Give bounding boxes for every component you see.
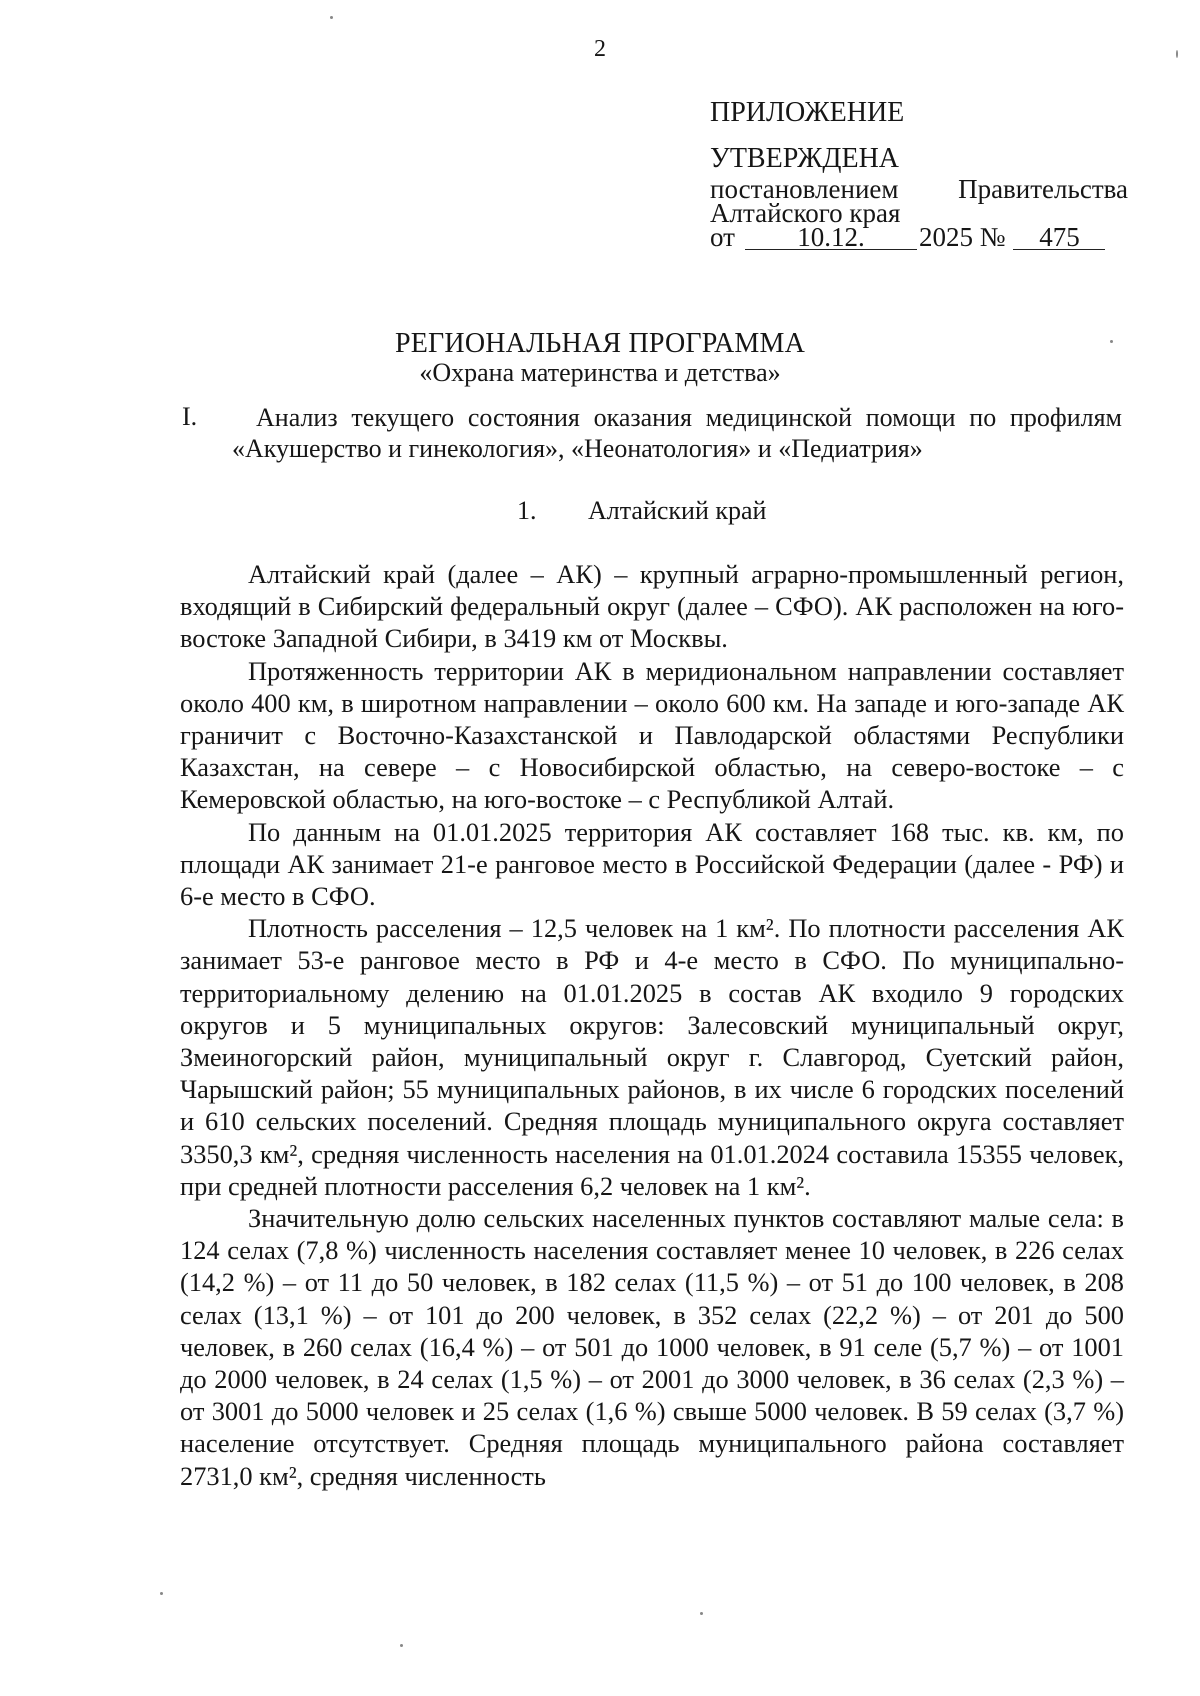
scan-speck [700, 1612, 703, 1615]
year-number-text: 2025 № [918, 222, 1006, 252]
scan-speck [1176, 50, 1178, 58]
document-title: РЕГИОНАЛЬНАЯ ПРОГРАММА [394, 328, 806, 359]
paragraph: Протяженность территории АК в меридиональном направлении составляет около 400 км, в широтном направлении – около 600 км. На западе и юго-западе АК граничит с Восточно-Казахстанской и Павлодарской областями Республики Казахстан, на севере – с Новосибирской областью, на северо-востоке – с Кемеровской областью, на юго-востоке – с Республикой Алтай. [180, 655, 1124, 815]
resolution-number: 475 [1013, 225, 1105, 250]
paragraph: По данным на 01.01.2025 территория АК составляет 168 тыс. кв. км, по площади АК занимает 21-е ранговое место в Российской Федерации (далее - РФ) и 6-е место в СФО. [180, 816, 1124, 912]
approval-date: 10.12. [745, 225, 917, 250]
paragraph: Алтайский край (далее – АК) – крупный аграрно-промышленный регион, входящий в Сибирский федеральный округ (далее – СФО). АК расположен на юго-востоке Западной Сибири, в 3419 км от Москвы. [180, 559, 1124, 654]
scan-speck [330, 16, 333, 19]
body-text [180, 558, 1124, 1492]
by-resolution-text: постановлением [710, 174, 899, 204]
approved-label: УТВЕРЖДЕНА [710, 143, 900, 174]
subsection-heading: Алтайский край [588, 496, 767, 525]
paragraph: Плотность расселения – 12,5 человек на 1 км². По плотности расселения АК занимает 53-е ранговое место в РФ и 4-е место в СФО. По муниципально-территориальному делению на 01.01.2025 в состав АК входило 9 городских округов и 5 муниципальных округов: Залесовский муниципальный округ, Змеиногорский район, муниципальный округ г. Славгород, Суетский район, Чарышский район; 55 муниципальных районов, в их числе 6 городских поселений и 610 сельских поселений. Средняя площадь муниципального округа составляет 3350,3 км², средняя численность населения на 01.01.2024 составила 15355 человек, при средней плотности расселения 6,2 человек на 1 км². [180, 913, 1124, 1201]
scan-speck [1110, 340, 1113, 343]
region-text: Алтайского края [710, 198, 901, 228]
paragraph: Значительную долю сельских населенных пунктов составляют малые села: в 124 селах (7,8 %) численность населения составляет менее 10 человек, в 226 селах (14,2 %) – от 11 до 50 человек, в 182 селах (11,5 %) – от 51 до 100 человек, в 208 селах (13,1 %) – от 101 до 200 человек, в 352 селах (22,2 %) – от 201 до 500 человек, в 260 селах (16,4 %) – от 501 до 1000 человек, в 91 селе (5,7 %) – от 1001 до 2000 человек, в 24 селах (1,5 %) – от 2001 до 3000 человек, в 36 селах (2,3 %) – от 3001 до 5000 человек и 25 селах (1,6 %) свыше 5000 человек. В 59 селах (3,7 %) население отсутствует. Средняя площадь муниципального района составляет 2731,0 км², средняя численность [180, 1203, 1124, 1491]
subsection-number: 1. [517, 496, 537, 525]
section-heading: Анализ текущего состояния оказания медицинской помощи по профилям «Акушерство и гинекология», «Неонатология» и «Педиатрия» [232, 403, 1122, 463]
appendix-label: ПРИЛОЖЕНИЕ [710, 97, 905, 128]
page-number: 2 [594, 36, 606, 62]
from-text: от [710, 222, 735, 252]
section-number: I. [182, 402, 198, 431]
approval-date-line [710, 224, 1128, 250]
scan-speck [400, 1644, 403, 1647]
government-text: Правительства [958, 174, 1128, 204]
scan-speck [160, 1592, 163, 1595]
document-subtitle: «Охрана материнства и детства» [419, 358, 781, 387]
